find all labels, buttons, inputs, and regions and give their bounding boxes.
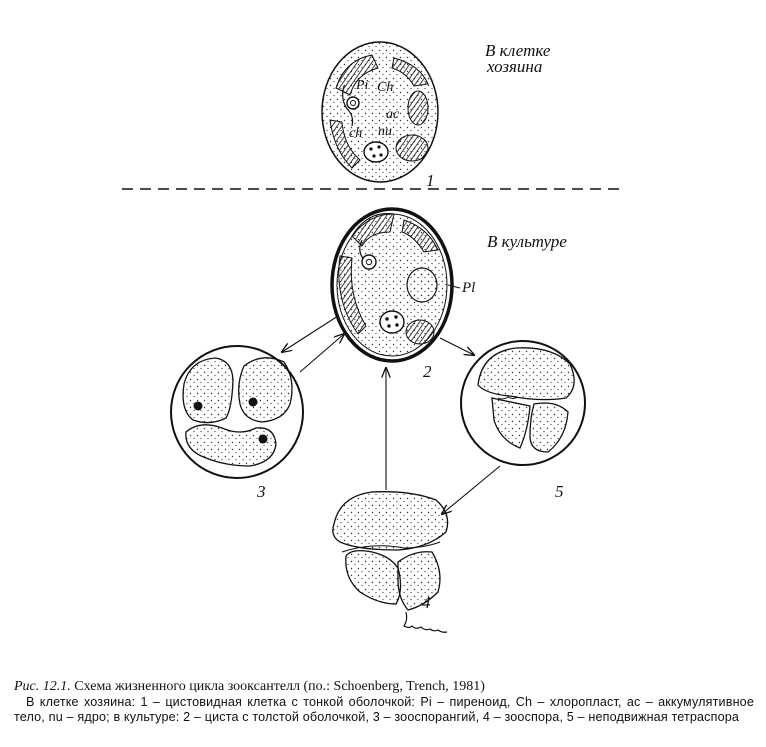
label-pl: Pl bbox=[462, 280, 476, 296]
label-nu: nu bbox=[378, 124, 392, 139]
caption-title-text: Схема жизненного цикла зооксантелл (по.: Schoenberg, Trench, 1981) bbox=[74, 679, 485, 694]
label-pi: Pi bbox=[356, 78, 369, 93]
label-ac: ac bbox=[386, 107, 400, 122]
host-label-line1: В клетке bbox=[485, 41, 551, 60]
figure-caption bbox=[14, 679, 754, 726]
arrow-2-to-5 bbox=[440, 338, 474, 355]
stage4-number: 4 bbox=[422, 593, 431, 612]
stage1-number: 1 bbox=[426, 171, 435, 190]
nucleus-icon bbox=[380, 311, 404, 333]
stage3-number: 3 bbox=[257, 482, 266, 501]
label-ch-upper: Ch bbox=[377, 80, 394, 95]
caption-title bbox=[14, 679, 754, 695]
stage2-number: 2 bbox=[423, 362, 432, 381]
pyrenoid-icon bbox=[362, 255, 376, 269]
stage2-cyst bbox=[332, 209, 452, 361]
nucleus-icon bbox=[364, 142, 388, 162]
host-label-line2: хозяина bbox=[487, 57, 543, 76]
label-ch-lower: ch bbox=[349, 126, 363, 141]
caption-body: В клетке хозяина: 1 – цистовидная клетка с тонкой оболочкой: Pi – пиреноид, Ch – хлоропласт, ac – аккумулятивное тело, nu – ядро; в культуре: 2 – циста с толстой оболочкой, 3 – зооспорангий, 4 – зооспора, 5 – неподвижная тетраспора bbox=[14, 694, 754, 724]
stage5-tetraspore bbox=[461, 341, 585, 465]
caption-prefix: Рис. 12.1. bbox=[14, 679, 71, 694]
culture-label: В культуре bbox=[487, 232, 567, 251]
arrow-3-to-2 bbox=[300, 334, 344, 372]
arrow-5-to-4 bbox=[442, 466, 500, 514]
stage3-zoosporangium bbox=[171, 346, 303, 478]
flagellum bbox=[404, 612, 447, 632]
stage1-cell bbox=[322, 42, 438, 182]
stage5-number: 5 bbox=[555, 482, 564, 501]
pyrenoid-icon bbox=[347, 97, 359, 109]
